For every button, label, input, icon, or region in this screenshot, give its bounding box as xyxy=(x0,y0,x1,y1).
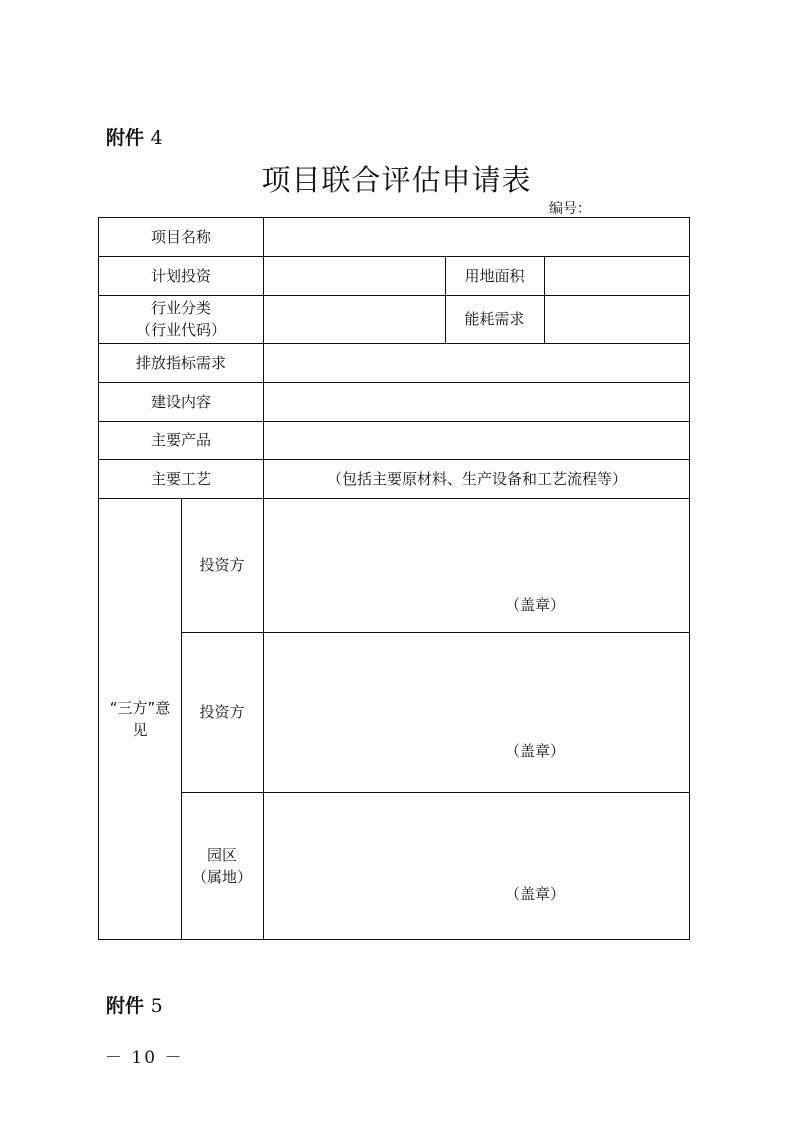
seal-label-2: （盖章） xyxy=(505,742,566,760)
three-party-label-line2: 见 xyxy=(132,720,148,739)
construction-content-label: 建设内容 xyxy=(150,392,211,411)
land-area-label: 用地面积 xyxy=(464,266,525,285)
seal-label-3: （盖章） xyxy=(505,885,566,903)
energy-demand-label: 能耗需求 xyxy=(464,310,525,328)
planned-investment-field[interactable] xyxy=(265,256,445,295)
page-number: － 10 － xyxy=(105,1048,184,1068)
column-divider xyxy=(544,256,545,343)
industry-code-text: （行业代码） xyxy=(135,321,226,339)
emission-demand-field[interactable] xyxy=(265,343,689,382)
emission-demand-label: 排放指标需求 xyxy=(135,353,226,372)
investor-opinion-field-1[interactable] xyxy=(265,498,689,632)
form-title: 项目联合评估申请表 xyxy=(261,163,532,197)
attachment-number: 5 xyxy=(150,995,163,1017)
main-process-note: （包括主要原材料、生产设备和工艺流程等） xyxy=(326,469,627,488)
park-label-line2: （属地） xyxy=(191,867,252,886)
attachment-number: 4 xyxy=(150,127,163,149)
investor-opinion-field-2[interactable] xyxy=(265,632,689,792)
construction-content-field[interactable] xyxy=(265,382,689,421)
main-products-label: 主要产品 xyxy=(150,431,211,449)
planned-investment-label: 计划投资 xyxy=(150,266,211,285)
main-process-label: 主要工艺 xyxy=(150,469,211,488)
attachment-label-text: 附件 xyxy=(106,127,145,149)
project-name-field[interactable] xyxy=(265,218,689,256)
attachment-5-label xyxy=(106,991,163,1018)
application-form-table xyxy=(98,217,690,940)
main-products-field[interactable] xyxy=(265,421,689,459)
park-label-line1: 园区 xyxy=(206,845,237,864)
column-divider xyxy=(263,218,264,939)
three-party-opinion-label xyxy=(99,498,181,939)
investor-label-2: 投资方 xyxy=(199,703,245,721)
industry-category-field[interactable] xyxy=(265,295,445,343)
land-area-field[interactable] xyxy=(546,256,689,295)
three-party-label-line1: “三方”意 xyxy=(109,698,171,717)
investor-label-1: 投资方 xyxy=(199,556,245,574)
attachment-label-text: 附件 xyxy=(106,995,145,1017)
seal-label-1: （盖章） xyxy=(505,596,566,614)
industry-category-label xyxy=(99,295,263,343)
park-opinion-field[interactable] xyxy=(265,792,689,939)
project-name-label: 项目名称 xyxy=(150,228,211,246)
attachment-4-label xyxy=(106,123,163,150)
energy-demand-field[interactable] xyxy=(546,295,689,343)
number-label: 编号： xyxy=(549,201,591,217)
park-label xyxy=(181,792,263,939)
industry-category-text: 行业分类 xyxy=(150,299,211,317)
